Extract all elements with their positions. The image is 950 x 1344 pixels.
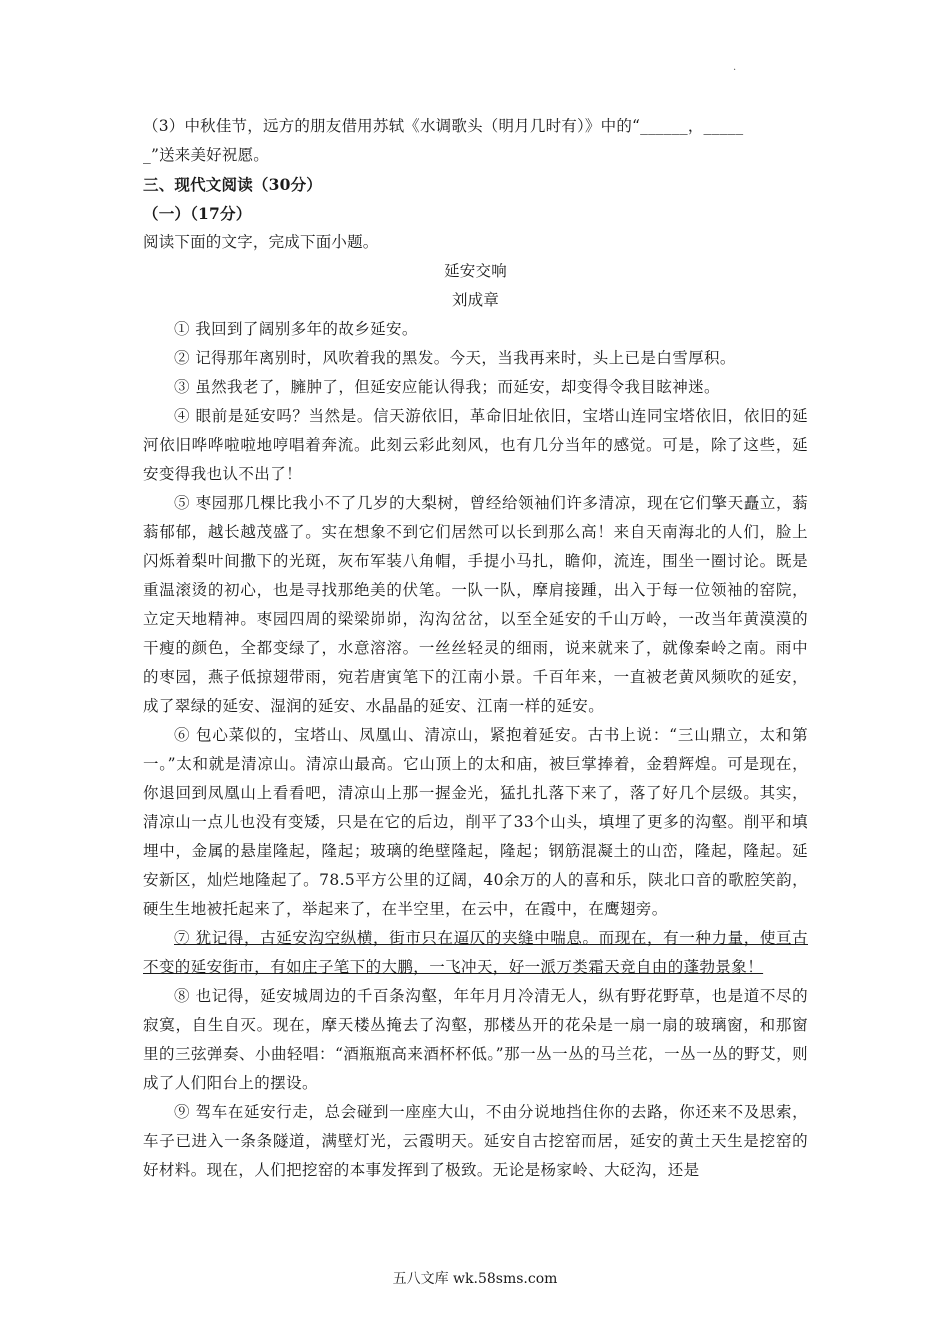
footer-watermark: 五八文库 wk.58sms.com — [392, 1271, 558, 1287]
question-3-line-1: （3）中秋佳节，远方的朋友借用苏轼《水调歌头（明月几时有）》中的“______，_____ — [143, 117, 744, 135]
paragraph-8: ⑧ 也记得，延安城周边的千百条沟壑，年年月月冷清无人，纵有野花野草，也是道不尽的寂寞，自生自灭。现在，摩天楼丛掩去了沟壑，那楼丛开的花朵是一扇一扇的玻璃窗，和那窗里的三弦弹奏、小曲轻唱：“酒瓶瓶高来酒杯杯低。”那一丛一丛的马兰花，一丛一丛的野艾，则成了人们阳台上的摆设。 — [143, 987, 808, 1092]
paragraph-9: ⑨ 驾车在延安行走，总会碰到一座座大山，不由分说地挡住你的去路，你还来不及思索，车子已进入一条条隧道，满壁灯光，云霞明天。延安自古挖窑而居，延安的黄土天生是挖窑的好材料。现在，人们把挖窑的本事发挥到了极致。无论是杨家岭、大砭沟，还是 — [143, 1103, 808, 1179]
subsection-heading: （一）（17分） — [143, 204, 252, 223]
paragraph-5: ⑤ 枣园那几棵比我小不了几岁的大梨树，曾经给领袖们许多清凉，现在它们擎天矗立，蓊蓊郁郁，越长越茂盛了。实在想象不到它们居然可以长到那么高！来自天南海北的人们，脸上闪烁着梨叶间撒下的光斑，灰布军装八角帽，手提小马扎，瞻仰，流连，围坐一圈讨论。既是重温滚烫的初心，也是寻找那绝美的伏笔。一队一队，摩肩接踵，出入于每一位领袖的窑院，立定天地精神。枣园四周的梁梁峁峁，沟沟岔岔，以至全延安的千山万岭，一改当年黄漠漠的干瘦的颜色，全都变绿了，水意溶溶。一丝丝轻灵的细雨，说来就来了，就像秦岭之南。雨中的枣园，燕子低掠翅带雨，宛若唐寅笔下的江南小景。千百年来，一直被老黄风频吹的延安，成了翠绿的延安、湿润的延安、水晶晶的延安、江南一样的延安。 — [143, 494, 808, 715]
instruction-text: 阅读下面的文字，完成下面小题。 — [143, 233, 379, 251]
paragraph-2: ② 记得那年离别时，风吹着我的黑发。今天，当我再来时，头上已是白雪厚积。 — [174, 349, 736, 367]
header-mark: . — [733, 62, 737, 73]
question-3-line-2: _”送来美好祝愿。 — [143, 146, 269, 164]
paragraph-7-underlined: ⑦ 犹记得，古延安沟空纵横，街市只在逼仄的夹缝中喘息。而现在，有一种力量，使亘古不变的延安街市，有如庄子笔下的大鹏，一飞冲天，好一派万类霜天竞自由的蓬勃景象！ — [143, 929, 808, 976]
paragraph-3: ③ 虽然我老了，臃肿了，但延安应能认得我；而延安，却变得令我目眩神迷。 — [174, 378, 720, 396]
article-title: 延安交响 — [444, 262, 507, 280]
paragraph-4: ④ 眼前是延安吗？当然是。信天游依旧，革命旧址依旧，宝塔山连同宝塔依旧，依旧的延河依旧哗哗啦啦地哼唱着奔流。此刻云彩此刻风，也有几分当年的感觉。可是，除了这些，延安变得我也认不出了！ — [143, 407, 808, 483]
article-author: 刘成章 — [451, 291, 500, 309]
section-heading: 三、现代文阅读（30分） — [143, 175, 322, 194]
paragraph-6: ⑥ 包心菜似的，宝塔山、凤凰山、清凉山，紧抱着延安。古书上说：“三山鼎立，太和第一。”太和就是清凉山。清凉山最高。它山顶上的太和庙，被巨掌捧着，金碧辉煌。可是现在，你退回到凤凰山上看看吧，清凉山上那一握金光，猛扎扎落下来了，落了好几个层级。其实，清凉山一点儿也没有变矮，只是在它的后边，削平了33个山头，填埋了更多的沟壑。削平和填埋中，金属的悬崖隆起，隆起；玻璃的绝壁隆起，隆起；钢筋混凝土的山峦，隆起，隆起。延安新区，灿烂地隆起了。78.5平方公里的辽阔，40余万的人的喜和乐，陕北口音的歌腔笑韵，硬生生地被托起来了，举起来了，在半空里，在云中，在霞中，在鹰翅旁。 — [143, 726, 808, 918]
paragraph-1: ① 我回到了阔别多年的故乡延安。 — [174, 320, 418, 338]
document-body — [143, 112, 808, 1185]
